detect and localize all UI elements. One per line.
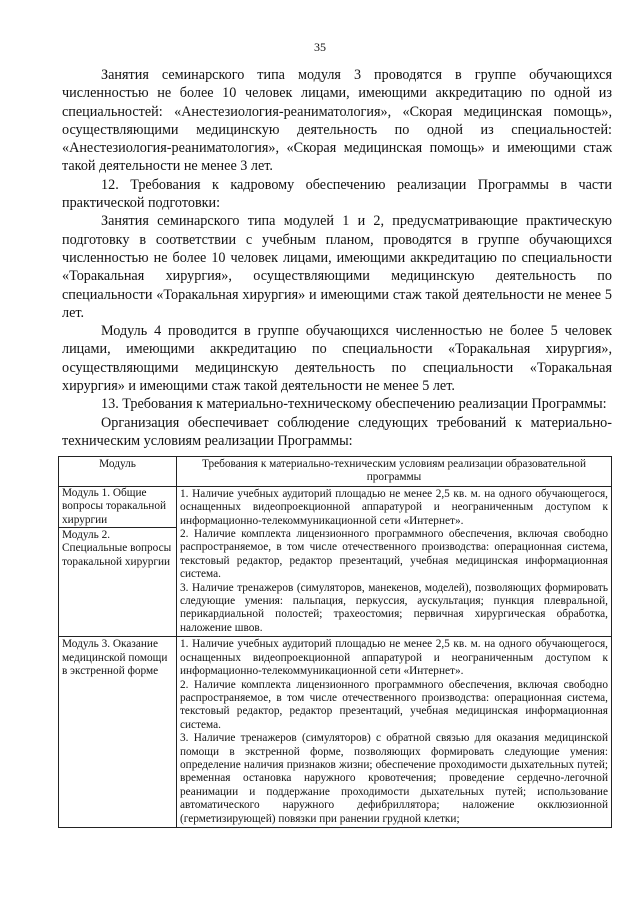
header-requirements: Требования к материально-техническим условиям реализации образовательной программы [177, 457, 612, 487]
requirements-table [58, 456, 612, 828]
paragraph-module-4: Модуль 4 проводится в группе обучающихся численностью не более 5 человек лицами, имеющими аккредитацию по специальности «Торакальная хирургия», осуществляющими медицинскую деятельность по специальности «Торакальная хирургия» и имеющими стаж такой деятельности не менее 5 лет. [62, 323, 612, 395]
table-header-row [59, 457, 612, 487]
requirements-cell [177, 486, 612, 636]
module-cell [59, 486, 177, 636]
paragraph-organization: Организация обеспечивает соблюдение следующих требований к материально-техническим условиям реализации Программы: [62, 414, 612, 449]
requirement-item: 2. Наличие комплекта лицензионного программного обеспечения, включая свободно распространяемое, в том числе отечественного производства: операционная система, текстовый редактор, редактор презентаций, учебная медицинская информационная система. [180, 678, 608, 731]
table-row [59, 637, 612, 828]
module-cell [59, 637, 177, 828]
requirement-item: 3. Наличие тренажеров (симуляторов) с обратной связью для оказания медицинской помощи в экстренной форме, позволяющих формировать следующие умения: определение наличия признаков жизни; обеспечение проходимости дыхательных путей; временная остановка наружного кровотечения; проведение сердечно-легочной реанимации и поддержание проходимости дыхательных путей; использование автоматического наружного дефибриллятора; наложение окклюзионной (герметизирующей) повязки при ранении грудной клетки; [180, 732, 608, 825]
table-row [59, 486, 612, 636]
module-label: Модуль 1. Общие вопросы торакальной хирургии [62, 486, 167, 526]
section-13-heading: 13. Требования к материально-техническому обеспечению реализации Программы: [101, 396, 607, 413]
header-module: Модуль [59, 457, 177, 487]
requirements-cell [177, 637, 612, 828]
requirement-item: 1. Наличие учебных аудиторий площадью не менее 2,5 кв. м. на одного обучающегося, оснащенных видеопроекционной аппаратурой и неограниченным доступом к информационно-телекоммуникационной сети «Интернет». [180, 638, 608, 678]
section-12-heading: 12. Требования к кадровому обеспечению реализации Программы в части практической подготовки: [62, 176, 612, 212]
module-label: Модуль 3. Оказание медицинской помощи в экстренной форме [62, 638, 168, 678]
body-text [62, 66, 612, 450]
paragraph-seminar-module-3: Занятия семинарского типа модуля 3 проводятся в группе обучающихся численностью не более 10 человек лицами, имеющими аккредитацию по одной из специальностей: «Анестезиология-реаниматология», «Скорая медицинская помощь», осуществляющими медицинскую деятельность по одной из специальностей: «Анестезиология-реаниматология», «Скорая медицинская помощь» и имеющими стаж такой деятельности не менее 3 лет. [62, 67, 612, 175]
paragraph-modules-1-2: Занятия семинарского типа модулей 1 и 2, предусматривающие практическую подготовку в соответствии с учебным планом, проводятся в группе обучающихся численностью не более 10 человек лицами, имеющими аккредитацию по специальности «Торакальная хирургия», осуществляющими медицинскую деятельность по специальности «Торакальная хирургия» и имеющими стаж такой деятельности не менее 5 лет. [62, 213, 612, 321]
page-number: 35 [314, 40, 326, 54]
requirement-item: 1. Наличие учебных аудиторий площадью не менее 2,5 кв. м. на одного обучающегося, оснащенных видеопроекционной аппаратурой и неограниченным доступом к информационно-телекоммуникационной сети «Интернет». [180, 487, 608, 527]
module-label: Модуль 2. Специальные вопросы торакальной хирургии [59, 527, 176, 569]
requirement-item: 2. Наличие комплекта лицензионного программного обеспечения, включая свободно распространяемое, в том числе отечественного производства: операционная система, текстовый редактор, редактор презентаций, учебная медицинская информационная система. [180, 528, 608, 581]
requirement-item: 3. Наличие тренажеров (симуляторов, манекенов, моделей), позволяющих формировать следующие умения: пальпация, перкуссия, аускультация; пункция плевральной, перикардиальной полостей; трахеостомия; первичная хирургическая обработка, наложение швов. [180, 581, 608, 634]
